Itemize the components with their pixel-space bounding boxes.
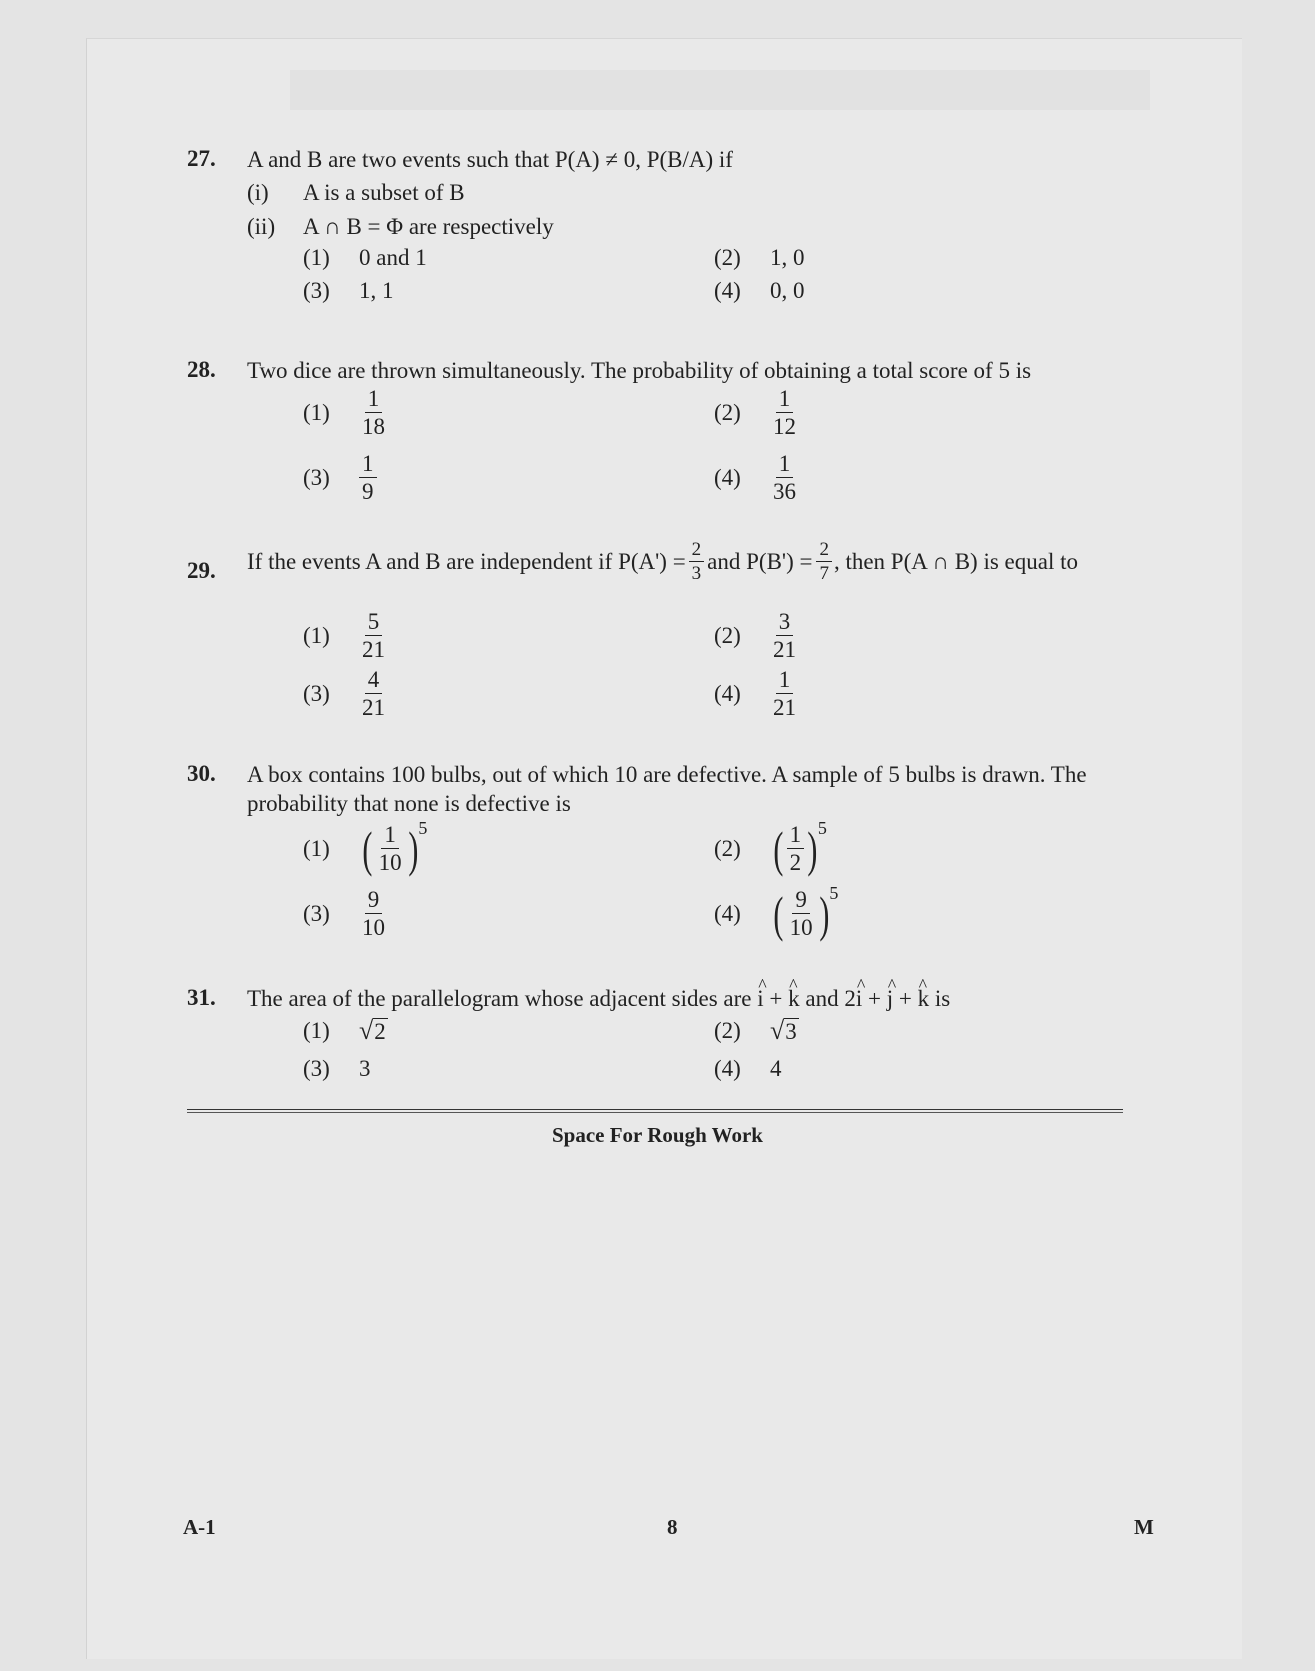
option-3[interactable] [303,888,388,939]
exponent: 5 [418,818,428,838]
question-number: 31. [187,985,216,1010]
exponent: 5 [829,883,839,903]
option-1[interactable] [303,610,388,661]
fraction: $\frac{1}{36}$ [773,451,796,504]
unit-vector: ^ i [757,985,763,1013]
option-label: (3) [303,680,330,706]
unit-vector: ^ j [887,985,893,1013]
option-label: (2) [714,622,741,648]
sub-text: A ∩ B = Φ are respectively [303,214,554,239]
fraction: $\frac{5}{21}$ [362,609,385,662]
option-2[interactable] [714,610,799,661]
unit-vector: ^ k [788,985,800,1013]
page-number: 8 [667,1515,678,1539]
option-label: (3) [303,464,330,490]
fraction: $\frac{1}{12}$ [773,386,796,439]
square-root: √ 2 [359,1016,386,1045]
fraction: $\frac{1}{2}$ [787,823,805,874]
option-label: (3) [303,1056,330,1081]
option-3[interactable] [303,278,394,304]
option-label: (1) [303,245,330,270]
option-4[interactable] [714,1056,782,1082]
separator-rule [187,1109,1123,1113]
option-4[interactable] [714,452,799,503]
unit-vector: ^ i [856,985,862,1013]
option-label: (3) [303,900,330,926]
option-label: (3) [303,278,330,303]
question-number: 27. [187,146,216,171]
question-number: 28. [187,357,216,382]
fraction: $\frac{1}{10}$ [378,822,402,875]
sub-label: (ii) [247,214,276,239]
fraction: $\frac{3}{21}$ [773,609,796,662]
option-text: 3 [359,1056,371,1081]
option-text: 4 [770,1056,782,1081]
option-2[interactable] [714,245,805,271]
option-label: (1) [303,622,330,648]
option-text: 1, 0 [770,245,805,270]
option-text: 1, 1 [359,278,394,303]
bleed-through-header [290,70,1150,110]
option-1[interactable] [303,245,427,271]
option-1[interactable] [303,818,428,877]
option-label: (2) [714,245,741,270]
sub-label: (i) [247,180,269,205]
question-text-line2: probability that none is defective is [247,791,571,816]
option-4[interactable] [714,883,839,942]
option-label: (1) [303,1018,330,1043]
sub-text: A is a subset of B [303,180,465,205]
question-text: If the events A and B are independent if P(A') = $\frac{2}{3}$ and P(B') = $\frac{2}{7}$ , then P(A ∩ B) is equal to [247,539,1078,584]
exponent: 5 [817,818,827,838]
option-1[interactable] [303,1018,388,1044]
question-number: 29. [187,558,216,583]
option-3[interactable] [303,668,388,719]
option-4[interactable] [714,278,805,304]
option-text: 0, 0 [770,278,805,303]
option-label: (2) [714,835,741,861]
fraction: $\frac{1}{18}$ [362,386,385,439]
question-text-line1: A box contains 100 bulbs, out of which 10 are defective. A sample of 5 bulbs is drawn. The [247,762,1087,787]
option-label: (4) [714,1056,741,1081]
option-3[interactable] [303,1056,371,1082]
unit-vector: ^ k [918,985,930,1013]
fraction: $\frac{9}{10}$ [362,887,385,940]
footer-code: A-1 [183,1515,216,1539]
fraction: $\frac{2}{7}$ [816,540,832,583]
option-label: (2) [714,399,741,425]
option-label: (4) [714,278,741,303]
option-2[interactable] [714,818,827,877]
power-expression: ( $\frac{1}{10}$ ) $^5$ [362,818,428,877]
question-text: The area of the parallelogram whose adjacent sides are ^ i + ^ k and 2^ i + ^ j + ^ k is [247,985,950,1013]
option-text: 0 and 1 [359,245,427,270]
option-label: (4) [714,900,741,926]
fraction: $\frac{2}{3}$ [689,540,705,583]
option-3[interactable] [303,452,377,503]
power-expression: ( $\frac{1}{2}$ ) $^5$ [773,818,827,877]
exam-sheet [86,38,1242,1659]
option-1[interactable] [303,387,388,438]
question-text: A and B are two events such that P(A) ≠ 0, P(B/A) if [247,147,733,172]
fraction: $\frac{4}{21}$ [362,667,385,720]
option-2[interactable] [714,387,799,438]
option-label: (4) [714,464,741,490]
option-label: (4) [714,680,741,706]
fraction: $\frac{1}{21}$ [773,667,796,720]
option-label: (1) [303,399,330,425]
square-root: √ 3 [770,1016,797,1045]
option-label: (1) [303,835,330,861]
power-expression: ( $\frac{9}{10}$ ) $^5$ [773,883,839,942]
fraction: $\frac{1}{9}$ [359,452,377,503]
option-2[interactable] [714,1018,799,1044]
fraction: $\frac{9}{10}$ [789,887,813,940]
question-text: Two dice are thrown simultaneously. The probability of obtaining a total score of 5 is [247,358,1032,383]
option-label: (2) [714,1018,741,1043]
option-4[interactable] [714,668,799,719]
footer-series: M [1134,1515,1154,1539]
rough-work-label: Space For Rough Work [551,1123,763,1147]
question-number: 30. [187,761,216,786]
